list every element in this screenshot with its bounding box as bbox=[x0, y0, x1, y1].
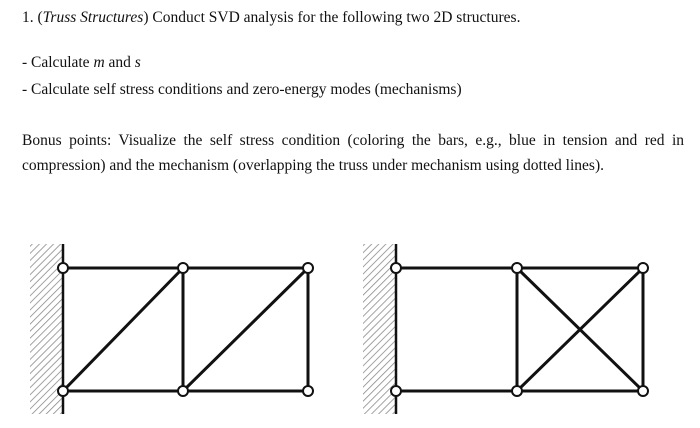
node-top-3 bbox=[638, 263, 648, 273]
bullet-self-stress: - Calculate self stress conditions and zero-energy modes (mechanisms) bbox=[22, 81, 462, 98]
bar-diagonal-1 bbox=[63, 268, 183, 391]
node-top-3 bbox=[303, 263, 313, 273]
node-top-1 bbox=[58, 263, 68, 273]
question-text: Conduct SVD analysis for the following two 2D structures. bbox=[152, 9, 521, 26]
node-top-2 bbox=[512, 263, 522, 273]
truss-right bbox=[363, 244, 648, 414]
node-bottom-2 bbox=[512, 386, 522, 396]
node-bottom-1 bbox=[391, 386, 401, 396]
node-top-2 bbox=[178, 263, 188, 273]
node-bottom-1 bbox=[58, 386, 68, 396]
node-bottom-2 bbox=[178, 386, 188, 396]
node-top-1 bbox=[391, 263, 401, 273]
node-bottom-3 bbox=[303, 386, 313, 396]
bullet-calculate-m-s: - Calculate m and s bbox=[22, 54, 141, 71]
truss-left bbox=[30, 244, 313, 414]
question-number: 1. bbox=[22, 9, 34, 26]
node-bottom-3 bbox=[638, 386, 648, 396]
question-title: 1. (Truss Structures) Conduct SVD analysis for the following two 2D structures. bbox=[22, 9, 521, 26]
bar-diagonal-2 bbox=[183, 268, 308, 391]
bonus-paragraph: Bonus points: Visualize the self stress condition (coloring the bars, e.g., blue in tension and red in compression) and the mechanism (overlapping the truss under mechanism using dotted lines). bbox=[22, 132, 684, 174]
symbol-m: m bbox=[93, 54, 105, 71]
symbol-s: s bbox=[134, 54, 141, 71]
question-topic: Truss Structures bbox=[42, 9, 144, 26]
